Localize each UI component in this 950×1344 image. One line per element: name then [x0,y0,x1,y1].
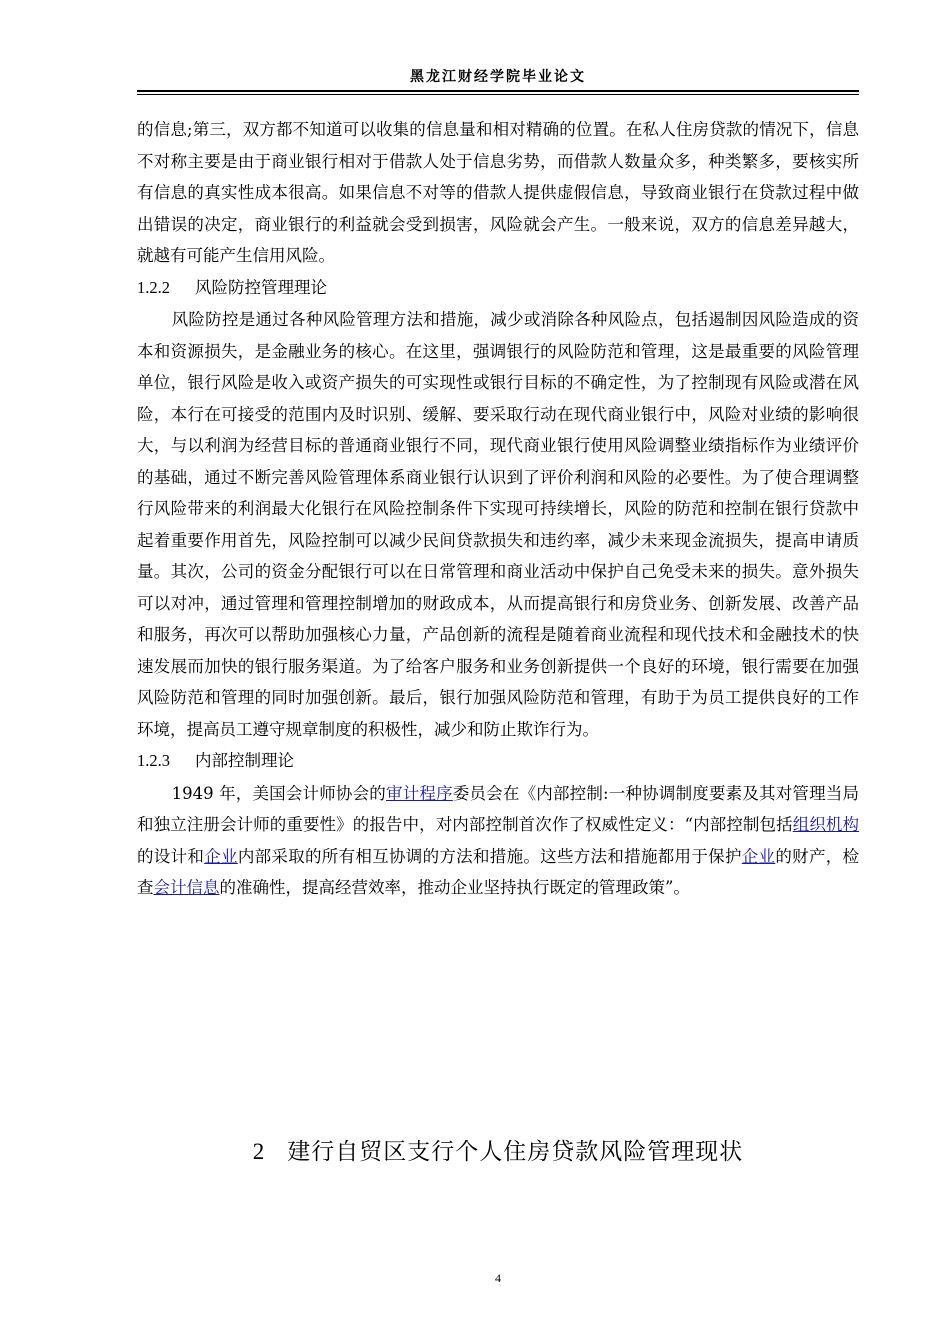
text-run: 1949 年，美国会计师协会的 [171,783,387,803]
text-run: 委员会在《内部控制:一种协调制度要素及其对管理当局和独立注册会计师的重要性》的报告中，对内部控制首次作了权威性定义：“内部控制包括 [137,783,860,834]
paragraph-continued: 的信息;第三，双方都不知道可以收集的信息量和相对精确的位置。在私人住房贷款的情况下，信息不对称主要是由于商业银行相对于借款人处于信息劣势，而借款人数量众多，种类繁多，要核实所有信息的真实性成本很高。如果信息不对等的借款人提供虚假信息，导致商业银行在贷款过程中做出错误的决定，商业银行的利益就会受到损害，风险就会产生。一般来说，双方的信息差异越大，就越有可能产生信用风险。 [137,120,859,265]
page-number: 4 [495,1271,501,1285]
header-rule-thin [137,94,859,95]
link-enterprise-2[interactable]: 企业 [741,846,776,866]
chapter-title: 建行自贸区支行个人住房贷款风险管理现状 [287,1139,744,1165]
section-heading-1-2-3 [137,745,859,778]
running-header: 黑龙江财经学院毕业论文 [410,69,586,85]
text-run: 的财产，检查 [137,846,860,897]
section-title: 风险防控管理理论 [195,278,327,297]
section-heading-1-2-2 [137,272,859,305]
chapter-number: 2 [252,1139,266,1164]
link-organization[interactable]: 组织机构 [792,815,860,834]
paragraph-risk-control: 风险防控是通过各种风险管理方法和措施，减少或消除各种风险点，包括遏制因风险造成的资本和资源损失，是金融业务的核心。在这里，强调银行的风险防范和管理，这是最重要的风险管理单位，银行风险是收入或资产损失的可实现性或银行目标的不确定性，为了控制现有风险或潜在风险，本行在可接受的范围内及时识别、缓解、要采取行动在现代商业银行中，风险对业绩的影响很大，与以利润为经营目标的普通商业银行不同，现代商业银行使用风险调整业绩指标作为业绩评价的基础，通过不断完善风险管理体系商业银行认识到了评价利润和风险的必要性。为了使合理调整行风险带来的利润最大化银行在风险控制条件下实现可持续增长，风险的防范和控制在银行贷款中起着重要作用首先，风险控制可以减少民间贷款损失和违约率，减少未来现金流损失，提高申请质量。其次，公司的资金分配银行可以在日常管理和商业活动中保护自己免受未来的损失。意外损失可以对冲，通过管理和管理控制增加的财政成本，从而提高银行和房贷业务、创新发展、改善产品和服务，再次可以帮助加强核心力量，产品创新的流程是随着商业流程和现代技术和金融技术的快速发展而加快的银行服务渠道。为了给客户服务和业务创新提供一个良好的环境，银行需要在加强风险防范和管理的同时加强创新。最后，银行加强风险防范和管理，有助于为员工提供良好的工作环境，提高员工遵守规章制度的积极性，减少和防止欺诈行为。 [137,310,859,739]
link-audit-procedure[interactable]: 审计程序 [386,783,453,803]
section-title: 内部控制理论 [195,752,294,770]
link-enterprise[interactable]: 企业 [204,846,238,866]
text-run: 的准确性，提高经营效率，推动企业坚持执行既定的管理政策”。 [219,878,690,897]
section-number: 1.2.3 [137,751,170,770]
text-run: 内部采取的所有相互协调的方法和措施。这些方法和措施都用于保护 [237,846,742,866]
header-rule-thick [137,90,859,92]
paragraph-internal-control [137,778,859,904]
section-number: 1.2.2 [137,277,170,297]
link-accounting-info[interactable]: 会计信息 [153,878,220,897]
chapter-heading [137,1133,859,1166]
body-content [137,114,859,904]
text-run: 的设计和 [137,846,205,866]
